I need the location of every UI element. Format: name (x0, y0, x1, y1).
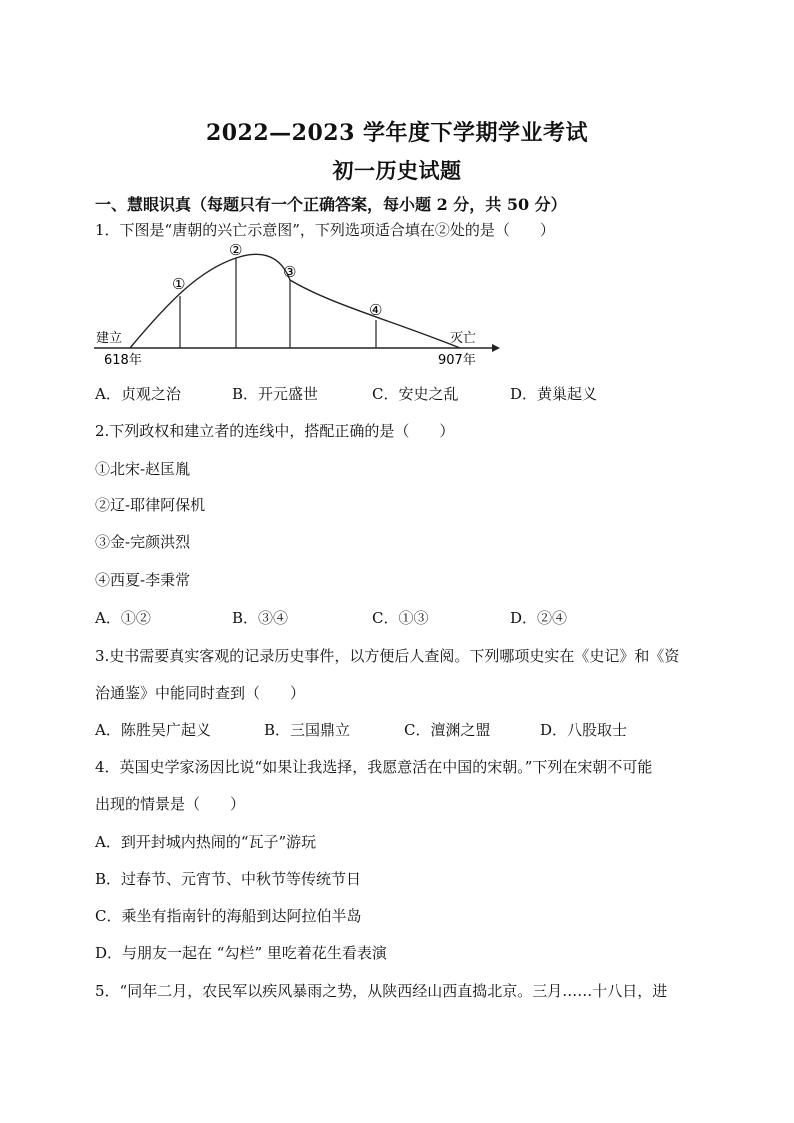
q3-option-b: B．三国鼎立 (264, 721, 351, 739)
end-label: 灭亡 (450, 331, 477, 346)
q4-stem-line2: 出现的情景是（ ） (95, 795, 246, 813)
q3-stem-line1: 3.史书需要真实客观的记录历史事件，以方便后人查阅。下列哪项史实在《史记》和《资 (95, 647, 680, 665)
q2-option-c: C．①③ (372, 609, 429, 627)
marker-1: ① (172, 275, 186, 293)
exam-subtitle: 初一历史试题 (332, 158, 462, 183)
q1-option-a: A．贞观之治 (95, 385, 181, 403)
start-label: 建立 (96, 331, 123, 346)
exam-title: 2022—2023 学年度下学期学业考试 (205, 120, 589, 146)
q1-option-b: B．开元盛世 (232, 385, 319, 403)
q4-option-c: C．乘坐有指南针的海船到达阿拉伯半岛 (95, 907, 362, 925)
q3-option-d: D．八股取士 (540, 721, 628, 739)
q4-option-a: A．到开封城内热闹的“瓦子”游玩 (95, 833, 317, 851)
tang-rise-fall-diagram (90, 240, 510, 370)
q4-option-d: D．与朋友一起在 “勾栏” 里吃着花生看表演 (95, 944, 387, 962)
q2-option-b: B．③④ (232, 609, 289, 627)
q2-item-4: ④西夏-李秉常 (95, 571, 191, 589)
q3-stem-line2: 治通鉴》中能同时查到（ ） (95, 684, 306, 702)
q2-item-1: ①北宋-赵匡胤 (95, 460, 191, 478)
q3-option-c: C．澶渊之盟 (404, 721, 491, 739)
end-year: 907年 (438, 353, 476, 368)
q1-option-c: C．安史之乱 (372, 385, 459, 403)
q1-option-d: D．黄巢起义 (510, 385, 598, 403)
marker-4: ④ (369, 301, 383, 319)
q1-stem: 1．下图是“唐朝的兴亡示意图”，下列选项适合填在②处的是（ ） (95, 221, 555, 239)
marker-3: ③ (283, 263, 297, 281)
section-heading: 一、慧眼识真（每题只有一个正确答案，每小题 2 分，共 50 分） (95, 195, 567, 214)
q2-option-d: D．②④ (510, 609, 568, 627)
q5-stem-line1: 5．“同年二月，农民军以疾风暴雨之势，从陕西经山西直捣北京。三月……十八日，进 (95, 982, 668, 1000)
q2-item-2: ②辽-耶律阿保机 (95, 496, 206, 514)
q2-stem: 2.下列政权和建立者的连线中，搭配正确的是（ ） (95, 422, 455, 440)
q2-item-3: ③金-完颜洪烈 (95, 533, 191, 551)
axis-arrow (492, 344, 500, 352)
q3-option-a: A．陈胜吴广起义 (95, 721, 211, 739)
rise-fall-curve (130, 254, 290, 348)
start-year: 618年 (104, 353, 142, 368)
q4-option-b: B．过春节、元宵节、中秋节等传统节日 (95, 870, 362, 888)
q2-option-a: A．①② (95, 609, 151, 627)
marker-2: ② (229, 241, 243, 259)
q4-stem-line1: 4．英国史学家汤因比说“如果让我选择，我愿意活在中国的宋朝。”下列在宋朝不可能 (95, 758, 653, 776)
